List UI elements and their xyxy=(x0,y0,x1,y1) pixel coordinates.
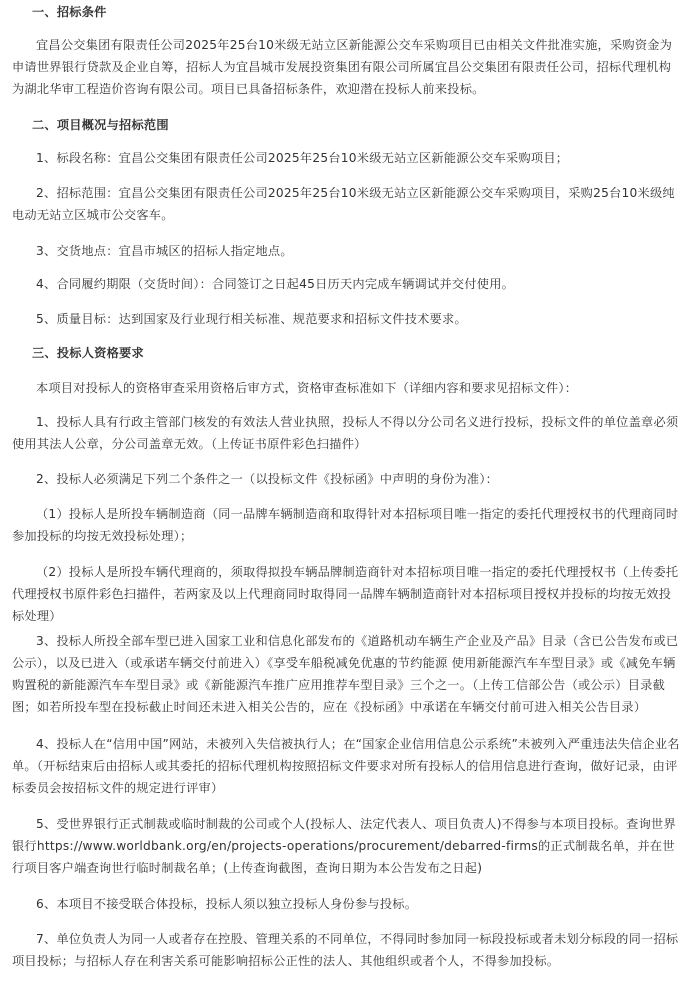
paragraph-qualification-4: 4、投标人在“信用中国”网站，未被列入失信被执行人；在“国家企业信用信息公示系统”未被列入严重违法失信企业名单。（开标结束后由招标人或其委托的招标代理机构按照招标文件要求对所有投标人的信用信息进行查询，做好记录，由评标委员会按招标文件的规定进行评审） xyxy=(12,737,680,795)
paragraph-qualification-6: 6、本项目不接受联合体投标，投标人须以独立投标人身份参与投标。 xyxy=(36,897,418,911)
paragraph-qualification-intro: 本项目对投标人的资格审查采用资格后审方式，资格审查标准如下（详细内容和要求见招标文件）： xyxy=(36,381,578,395)
paragraph-qualification-7: 7、单位负责人为同一人或者存在控股、管理关系的不同单位，不得同时参加同一标段投标或者未划分标段的同一招标项目投标；与招标人存在利害关系可能影响招标公正性的法人、其他组织或者个人，不得参加投标。 xyxy=(12,932,679,968)
paragraph-contract-period: 4、合同履约期限（交货时间）：合同签订之日起45日历天内完成车辆调试并交付使用。 xyxy=(36,277,515,291)
paragraph-lot-name: 1、标段名称：宜昌公交集团有限责任公司2025年25台10米级无站立区新能源公交车采购项目； xyxy=(36,151,569,165)
paragraph-qualification-2-2: （2）投标人是所投车辆代理商的，须取得拟投车辆品牌制造商针对本招标项目唯一指定的委托代理授权书（上传委托代理授权书原件彩色扫描件，若两家及以上代理商同时取得同一品牌车辆制造商针对本招标项目授权并投标的均按无效投标处理） xyxy=(12,565,679,623)
paragraph-qualification-5: 5、受世界银行正式制裁或临时制裁的公司或个人(投标人、法定代表人、项目负责人)不得参与本项目投标。查询世界银行https://www.worldbank.org/en/projects-operations/procurement/debarred-firms的正式制裁名单，并在世行项目客户端查询世行临时制裁名单；(上传查询截图，查询日期为本公告发布之日起) xyxy=(12,817,676,875)
paragraph-bid-conditions: 宜昌公交集团有限责任公司2025年25台10米级无站立区新能源公交车采购项目已由相关文件批准实施，采购资金为申请世界银行贷款及企业自筹，招标人为宜昌城市发展投资集团有限公司所属宜昌公交集团有限责任公司，招标代理机构为湖北华审工程造价咨询有限公司。项目已具备招标条件，欢迎潜在投标人前来投标。 xyxy=(12,38,673,96)
paragraph-qualification-3: 3、投标人所投全部车型已进入国家工业和信息化部发布的《道路机动车辆生产企业及产品》目录（含已公告发布或已公示），以及已进入（或承诺车辆交付前进入）《享受车船税减免优惠的节约能源 使用新能源汽车车型目录》或《减免车辆购置税的新能源汽车车型目录》或《新能源汽车推广应用推荐车型目录》三个之一。（上传工信部公告（或公示）目录截图；如若所投车型在投标截止时间还未进入相关公告的，应在《投标函》中承诺在车辆交付前可进入相关公告目录） xyxy=(12,634,679,714)
paragraph-bid-scope: 2、招标范围：宜昌公交集团有限责任公司2025年25台10米级无站立区新能源公交车采购项目，采购25台10米级纯电动无站立区城市公交客车。 xyxy=(12,186,675,222)
section-heading-bid-conditions: 一、招标条件 xyxy=(32,5,107,19)
paragraph-qualification-2-1: （1）投标人是所投车辆制造商（同一品牌车辆制造商和取得针对本招标项目唯一指定的委托代理授权书的代理商同时参加投标的均按无效投标处理）； xyxy=(12,507,679,543)
paragraph-qualification-2: 2、投标人必须满足下列二个条件之一（以投标文件《投标函》中声明的身份为准）： xyxy=(36,472,499,486)
paragraph-quality-target: 5、质量目标：达到国家及行业现行相关标准、规范要求和招标文件技术要求。 xyxy=(36,312,467,326)
section-heading-bidder-qualification: 三、投标人资格要求 xyxy=(32,346,144,360)
section-heading-project-overview: 二、项目概况与招标范围 xyxy=(32,118,169,132)
paragraph-delivery-location: 3、交货地点：宜昌市城区的招标人指定地点。 xyxy=(36,244,293,258)
paragraph-qualification-1: 1、投标人具有行政主管部门核发的有效法人营业执照，投标人不得以分公司名义进行投标，投标文件的单位盖章必须使用其法人公章，分公司盖章无效。（上传证书原件彩色扫描件） xyxy=(12,415,679,451)
